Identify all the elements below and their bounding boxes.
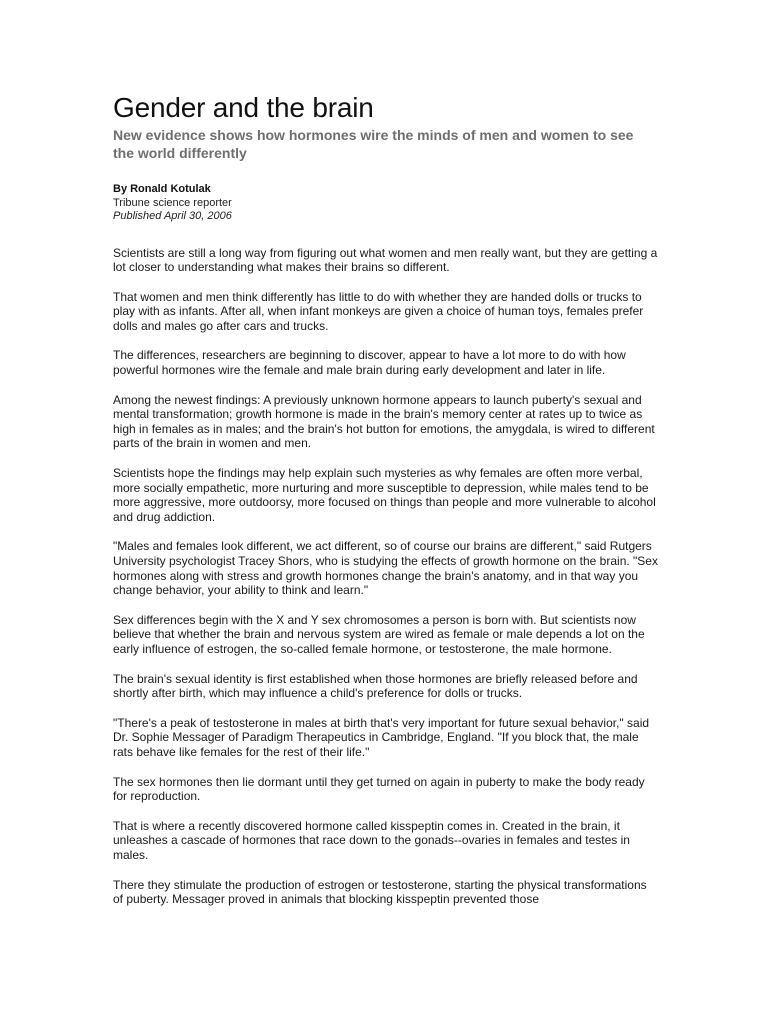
paragraph: Among the newest findings: A previously unknown hormone appears to launch puberty's sexual and mental transformation; growth hormone is made in the brain's memory center at rates up to twice as high in females as in males; and the brain's hot button for emotions, the amygdala, is wired to different parts of the brain in women and men. [113, 392, 655, 451]
publish-date: Published April 30, 2006 [113, 210, 232, 222]
article-body [113, 246, 658, 907]
article-title: Gender and the brain [113, 92, 374, 123]
paragraph: Scientists are still a long way from figuring out what women and men really want, but they are getting a lot closer to understanding what makes their brains so different. [113, 245, 658, 275]
paragraph: Sex differences begin with the X and Y sex chromosomes a person is born with. But scientists now believe that whether the brain and nervous system are wired as female or male depends a lot on the early influence of estrogen, the so-called female hormone, or testosterone, the male hormone. [113, 612, 645, 656]
paragraph: That women and men think differently has little to do with whether they are handed dolls or trucks to play with as infants. After all, when infant monkeys are given a choice of human toys, females prefer dolls and males go after cars and trucks. [113, 289, 644, 333]
author-role: Tribune science reporter [113, 196, 232, 209]
paragraph: That is where a recently discovered hormone called kisspeptin comes in. Created in the brain, it unleashes a cascade of hormones that race down to the gonads--ovaries in females and testes in males. [113, 818, 630, 862]
author-name: By Ronald Kotulak [113, 183, 211, 195]
paragraph: "There's a peak of testosterone in males at birth that's very important for future sexual behavior," said Dr. Sophie Messager of Paradigm Therapeutics in Cambridge, England. "If you block that, the male rats behave like females for the rest of their life." [113, 715, 650, 759]
byline [113, 183, 658, 224]
paragraph: The brain's sexual identity is first established when those hormones are briefly released before and shortly after birth, which may influence a child's preference for dolls or trucks. [113, 671, 638, 701]
paragraph: The differences, researchers are beginning to discover, appear to have a lot more to do with how powerful hormones wire the female and male brain during early development and later in life. [113, 348, 626, 378]
article-subtitle: New evidence shows how hormones wire the minds of men and women to see the world differently [113, 127, 634, 161]
paragraph: "Males and females look different, we act different, so of course our brains are different," said Rutgers University psychologist Tracey Shors, who is studying the effects of growth hormone on the brain. "Sex hormones along with stress and growth hormones change the brain's anatomy, and in that way you change behavior, your ability to think and learn." [113, 539, 658, 598]
paragraph: The sex hormones then lie dormant until they get turned on again in puberty to make the body ready for reproduction. [113, 774, 645, 804]
paragraph: There they stimulate the production of estrogen or testosterone, starting the physical transformations of puberty. Messager proved in animals that blocking kisspeptin prevented those [113, 877, 647, 907]
paragraph: Scientists hope the findings may help explain such mysteries as why females are often more verbal, more socially empathetic, more nurturing and more susceptible to depression, while males tend to be more aggressive, more outdoorsy, more focused on things than people and more vulnerable to alcohol and drug addiction. [113, 466, 656, 524]
